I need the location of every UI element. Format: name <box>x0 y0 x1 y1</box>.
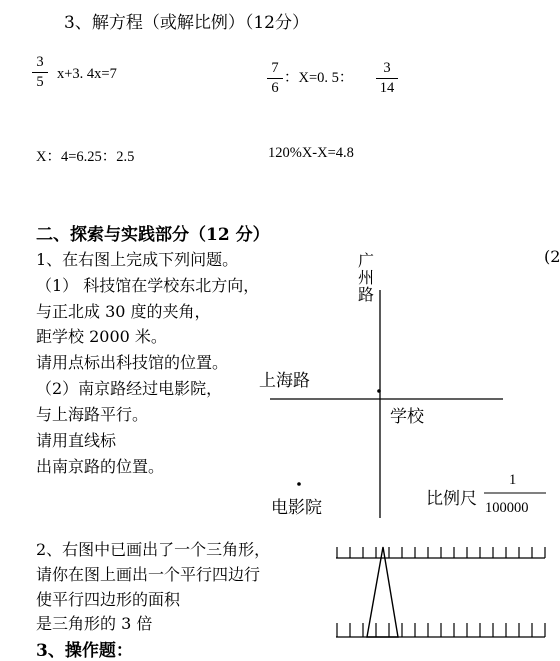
triangle-grid-diagram <box>336 547 545 637</box>
section-heading-exploration: 二、探索与实践部分（12 分） <box>36 225 270 245</box>
cinema-point <box>297 482 301 486</box>
guangzhou-road-label <box>358 252 374 303</box>
triangle <box>367 547 398 637</box>
road-char: 州 <box>358 268 375 287</box>
school-label: 学校 <box>390 407 424 427</box>
section-heading-equations: 3、解方程（或解比例）（12分） <box>64 13 309 33</box>
q1-line: 请用直线标 <box>36 431 117 450</box>
cinema-label: 电影院 <box>271 498 322 518</box>
q1-line: 距学校 2000 米。 <box>36 327 167 346</box>
equation-2-middle: ：X=0. 5： <box>284 70 354 86</box>
corner-mark: (2 <box>544 247 560 266</box>
q1-line: 与正北成 30 度的夹角， <box>36 302 211 321</box>
q1-line: （1） 科技馆在学校东北方向， <box>36 276 260 295</box>
fraction-denominator: 6 <box>271 80 279 96</box>
fraction-numerator: 7 <box>271 60 279 76</box>
q2-line: 2、右图中已画出了一个三角形， <box>36 540 271 559</box>
q2-line: 是三角形的 3 倍 <box>36 614 153 633</box>
equation-4: 120%X-X=4.8 <box>268 145 354 161</box>
q1-line: 与上海路平行。 <box>36 405 149 424</box>
section-heading-operation: 3、操作题： <box>36 641 133 661</box>
fraction-denominator: 5 <box>36 74 44 90</box>
q2-line: 请你在图上画出一个平行四边行 <box>36 565 261 584</box>
q2-line: 使平行四边形的面积 <box>36 590 181 609</box>
equation-1-rest: x+3. 4x=7 <box>57 66 117 82</box>
scale-denominator: 100000 <box>485 500 529 516</box>
road-char: 路 <box>358 285 375 304</box>
q1-line: 1、在右图上完成下列问题。 <box>36 250 239 269</box>
q1-line: （2）南京路经过电影院， <box>36 379 223 398</box>
road-char: 广 <box>358 251 375 270</box>
scale-numerator: 1 <box>509 472 517 488</box>
q1-line: 出南京路的位置。 <box>36 457 165 476</box>
equation-3: X：4=6.25：2.5 <box>36 149 135 165</box>
fraction-numerator: 3 <box>36 54 44 70</box>
fraction-numerator: 3 <box>383 60 391 76</box>
fraction-denominator: 14 <box>379 80 395 96</box>
school-point <box>377 389 381 393</box>
shanghai-road-label: 上海路 <box>259 371 310 391</box>
q1-line: 请用点标出科技馆的位置。 <box>36 353 229 372</box>
scale-label: 比例尺 <box>426 489 477 509</box>
